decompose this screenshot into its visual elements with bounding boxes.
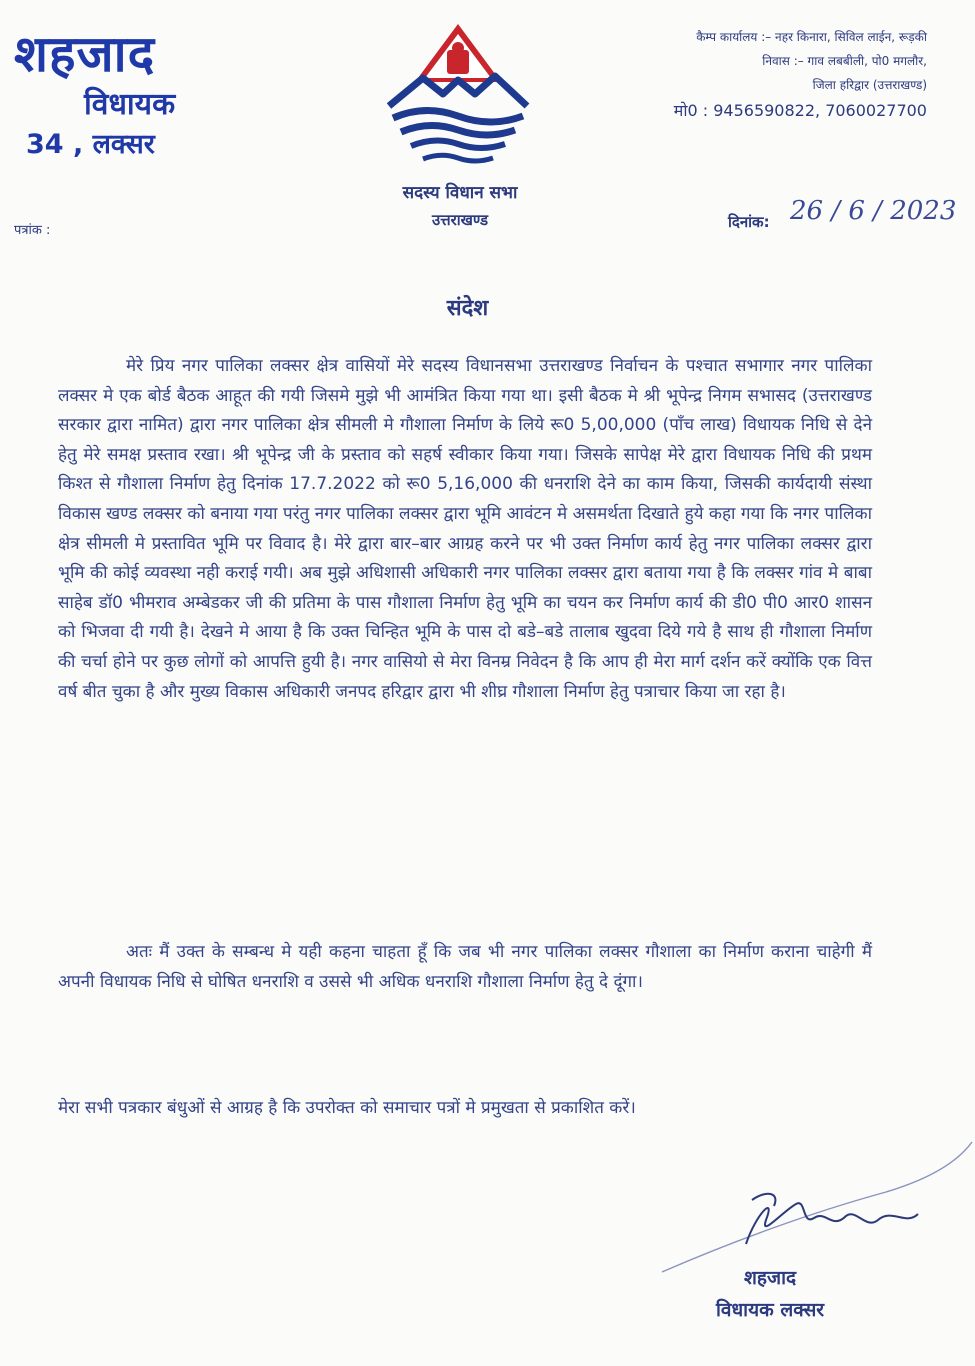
message-paragraph-3: मेरा सभी पत्रकार बंधुओं से आग्रह है कि उपरोक्त को समाचार पत्रों मे प्रमुखता से प्रकाशित करें। (58, 1098, 636, 1118)
message-paragraph-1: मेरे प्रिय नगर पालिका लक्सर क्षेत्र वासियों मेरे सदस्य विधानसभा उत्तराखण्ड निर्वाचन के पश्चात सभागार नगर पालिका लक्सर मे एक बोर्ड बैठक आहूत की गयी जिसमे मुझे भी आमंत्रित किया गया था। इसी बैठक मे श्री भूपेन्द्र निगम सभासद (उत्तराखण्ड सरकार द्वारा नामित) द्वारा नगर पालिका क्षेत्र सीमली मे गौशाला निर्माण के लिये रू0 5,00,000 (पाँच लाख) विधायक निधि से देने हेतु मेरे समक्ष प्रस्ताव रखा। श्री भूपेन्द्र जी के प्रस्ताव को सहर्ष स्वीकार किया गया। जिसके सापेक्ष मेरे द्वारा विधायक निधि की प्रथम किश्त से गौशाला निर्माण हेतु दिनांक 17.7.2022 को रू0 5,16,000 की धनराशि देने का काम किया, जिसकी कार्यदायी संस्था विकास खण्ड लक्सर को बनाया गया परंतु नगर पालिका लक्सर द्वारा भूमि आवंटन मे असमर्थता दिखाते हुये कहा गया कि नगर पालिका क्षेत्र सीमली मे प्रस्तावित भूमि पर विवाद है। मेरे द्वारा बार–बार आग्रह करने पर भी उक्त निर्माण कार्य हेतु नगर पालिका लक्सर द्वारा भूमि की कोई व्यवस्था नही कराई गयी। अब मुझे अधिशासी अधिकारी नगर पालिका लक्सर द्वारा बताया गया है कि लक्सर गांव मे बाबा साहेब डॉ0 भीमराव अम्बेडकर जी की प्रतिमा के पास गौशाला निर्माण हेतु भूमि का चयन कर निर्माण कार्य की डी0 पी0 आर0 शासन को भिजवा दी गयी है। देखने मे आया है कि उक्त चिन्हित भूमि के पास दो बडे–बडे तालाब खुदवा दिये गये है साथ ही गौशाला निर्माण की चर्चा होने पर कुछ लोगों को आपत्ति हुयी है। नगर वासियो से मेरा विनम्र निवेदन है कि आप ही मेरा मार्ग दर्शन करें क्योंकि एक वित्त वर्ष बीत चुका है और मुख्य विकास अधिकारी जनपद हरिद्वार द्वारा भी शीघ्र गौशाला निर्माण हेतु पत्राचार किया जा रहा है। (58, 356, 872, 702)
patrank-label: पत्रांक : (14, 223, 51, 238)
mla-designation: विधायक (84, 87, 176, 122)
office-address: कैम्प कार्यालय :– नहर किनारा, सिविल लाईन, रूड़की (696, 30, 927, 44)
phone-numbers: मो0 : 9456590822, 7060027700 (673, 101, 927, 120)
assembly-name: सदस्य विधान सभा (402, 183, 518, 203)
letter-heading: संदेश (446, 296, 489, 321)
residence-address: निवास :– गाव लबबीली, पो0 मगलौर, (762, 54, 927, 68)
date-label: दिनांक: (728, 213, 770, 231)
assembly-state: उत्तराखण्ड (431, 211, 489, 229)
date-value: 26 / 6 / 2023 (790, 196, 957, 226)
district-address: जिला हरिद्वार (उत्तराखण्ड) (812, 78, 927, 92)
mla-constituency: 34 , लक्सर (26, 129, 155, 160)
uttarakhand-assembly-emblem-icon (383, 20, 533, 170)
handwritten-signature (656, 1134, 975, 1284)
mla-name: शहजाद (14, 25, 156, 83)
signatory-title: विधायक लक्सर (716, 1299, 825, 1321)
signatory-name: शहजाद (744, 1267, 797, 1289)
message-paragraph-2: अतः मैं उक्त के सम्बन्ध मे यही कहना चाहता हूँ कि जब भी नगर पालिका लक्सर गौशाला का निर्माण कराना चाहेगी मैं अपनी विधायक निधि से घोषित धनराशि व उससे भी अधिक धनराशि गौशाला निर्माण हेतु दे दूंगा। (58, 942, 872, 992)
